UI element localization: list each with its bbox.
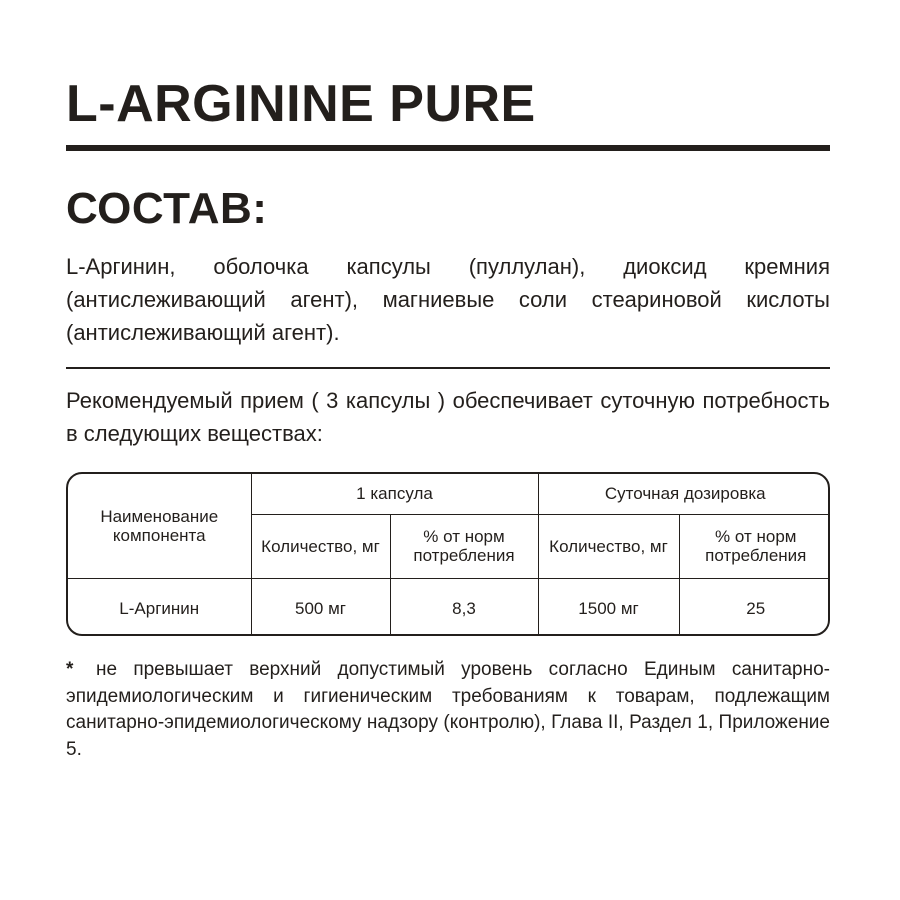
composition-text: L-Аргинин, оболочка капсулы (пуллулан), диоксид кремния (антислеживающий агент), магниевые соли стеариновой кислоты (антислеживающий агент).: [66, 254, 830, 345]
footnote-marker: *: [66, 659, 74, 680]
header-percent-daily: % от норм потребления: [679, 514, 830, 578]
header-one-capsule: 1 капсула: [251, 474, 538, 514]
cell-percent-one: 8,3: [390, 578, 538, 636]
footnote-text: не превышает верхний допустимый уровень согласно Единым санитарно-эпидемиологическим и гигиеническим требованиям к товарам, подлежащим санитарно-эпидемиологическому надзору (контролю), Глава II, Раздел 1, Приложение 5.: [66, 659, 830, 760]
section-divider: [66, 367, 830, 369]
product-title: L-ARGININE PURE: [66, 75, 536, 133]
nutrition-table: [66, 472, 830, 636]
table-row: [68, 578, 830, 636]
composition-heading: СОСТАВ:: [66, 184, 268, 233]
cell-quantity-one: 500 мг: [251, 578, 390, 636]
cell-percent-daily: 25: [679, 578, 830, 636]
header-daily-dose: Суточная дозировка: [538, 474, 830, 514]
intake-text: Рекомендуемый прием ( 3 капсулы ) обеспечивает суточную потребность в следующих веществах:: [66, 388, 830, 446]
title-divider: [66, 145, 830, 151]
cell-component-name: L-Аргинин: [68, 578, 251, 636]
header-component-name: Наименование компонента: [68, 474, 251, 578]
cell-quantity-daily: 1500 мг: [538, 578, 679, 636]
header-percent-one: % от норм потребления: [390, 514, 538, 578]
header-quantity-one: Количество, мг: [251, 514, 390, 578]
footnote: [66, 657, 830, 763]
header-quantity-daily: Количество, мг: [538, 514, 679, 578]
